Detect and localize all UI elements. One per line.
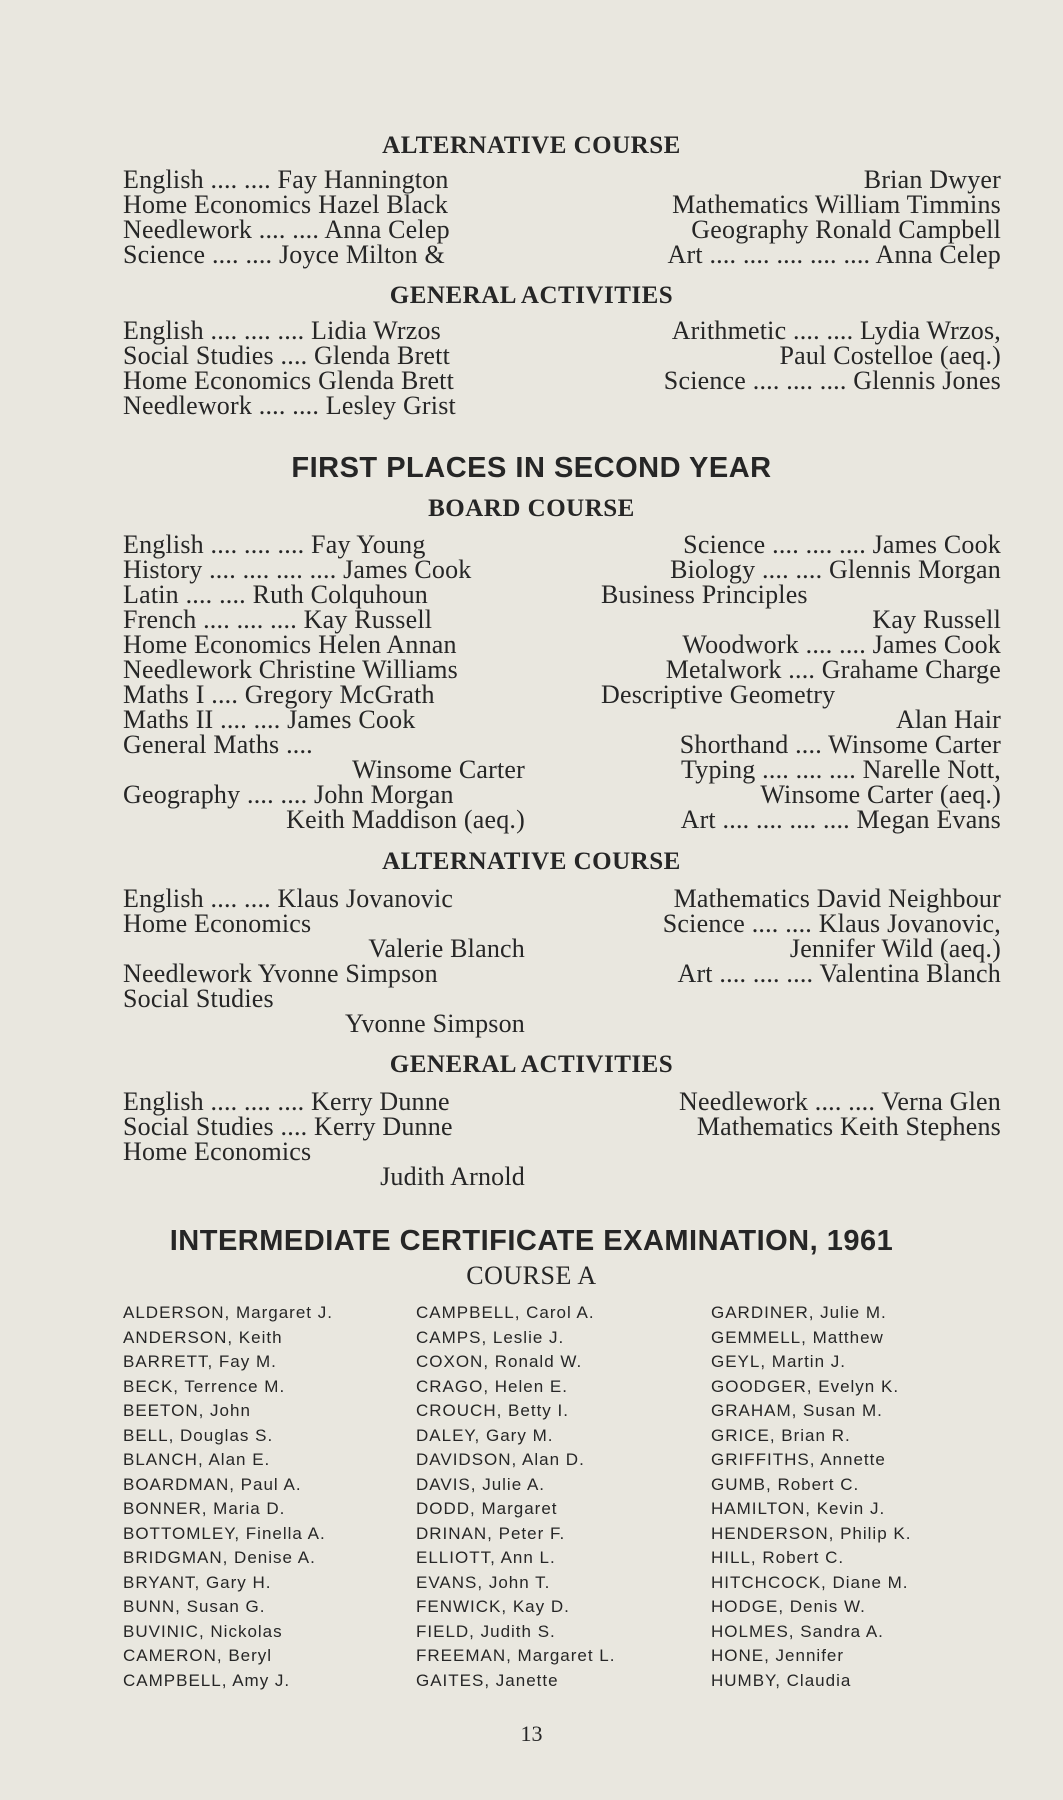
list-item: Kay Russell — [872, 605, 1001, 634]
alt-course-left — [123, 167, 525, 267]
alt-course-heading: ALTERNATIVE COURSE — [382, 132, 681, 159]
list-item: BLANCH, Alan E. — [123, 1450, 271, 1469]
list-item: Geography .... .... John Morgan — [123, 780, 454, 809]
list-item: French .... .... .... Kay Russell — [123, 605, 433, 634]
list-item: Descriptive Geometry — [601, 680, 836, 709]
list-item: DAVIS, Julie A. — [416, 1474, 546, 1494]
list-item: Art .... .... .... .... Megan Evans — [680, 805, 1001, 834]
list-item: BECK, Terrence M. — [123, 1376, 286, 1396]
list-item: Arithmetic .... .... Lydia Wrzos, — [671, 316, 1001, 345]
list-item: Mathematics William Timmins — [672, 190, 1001, 219]
list-item: Maths II .... .... James Cook — [123, 705, 416, 734]
list-item: GRAHAM, Susan M. — [711, 1401, 883, 1420]
list-item: Valerie Blanch — [368, 934, 525, 963]
board-course-right — [601, 532, 1001, 832]
alt-course-2-heading: ALTERNATIVE COURSE — [382, 848, 681, 875]
list-item: HONE, Jennifer — [711, 1646, 845, 1665]
alt-course-right — [601, 167, 1001, 267]
list-item: Paul Costelloe (aeq.) — [779, 341, 1001, 370]
list-item: Science .... .... Klaus Jovanovic, — [662, 909, 1001, 938]
list-item: English .... .... Klaus Jovanovic — [123, 884, 454, 913]
list-item: Latin .... .... Ruth Colquhoun — [123, 580, 428, 609]
list-item: Business Principles — [601, 580, 808, 609]
list-item: BELL, Douglas S. — [123, 1425, 274, 1445]
list-item: Art .... .... .... Valentina Blanch — [677, 959, 1001, 988]
list-item: Needlework Christine Williams — [123, 655, 458, 684]
list-item: GRIFFITHS, Annette — [711, 1450, 886, 1469]
list-item: Typing .... .... .... Narelle Nott, — [680, 755, 1001, 784]
list-item: Science .... .... .... James Cook — [683, 530, 1001, 559]
list-item: DALEY, Gary M. — [416, 1425, 554, 1445]
list-item: Yvonne Simpson — [344, 1009, 525, 1038]
list-item: BONNER, Maria D. — [123, 1499, 286, 1518]
list-item: BUNN, Susan G. — [123, 1597, 266, 1616]
gen-act-heading: GENERAL ACTIVITIES — [389, 282, 674, 309]
list-item: HAMILTON, Kevin J. — [711, 1499, 886, 1518]
list-item: GEYL, Martin J. — [711, 1352, 846, 1371]
list-item: Geography Ronald Campbell — [691, 215, 1001, 244]
list-item: Brian Dwyer — [863, 165, 1001, 194]
list-item: BRYANT, Gary H. — [123, 1572, 272, 1592]
alt-course-2-left — [123, 886, 525, 1036]
list-item: Biology .... .... Glennis Morgan — [670, 555, 1001, 584]
list-item: Home Economics Glenda Brett — [123, 366, 455, 395]
list-item: BRIDGMAN, Denise A. — [123, 1548, 316, 1567]
list-item: Winsome Carter (aeq.) — [760, 780, 1001, 809]
list-item: History .... .... .... .... James Cook — [123, 555, 472, 584]
list-item: GOODGER, Evelyn K. — [711, 1376, 900, 1396]
list-item: CROUCH, Betty I. — [416, 1401, 569, 1420]
list-item: HITCHCOCK, Diane M. — [711, 1572, 909, 1592]
list-item: Alan Hair — [895, 705, 1001, 734]
list-item: GUMB, Robert C. — [711, 1474, 860, 1494]
list-item: FENWICK, Kay D. — [416, 1597, 570, 1616]
list-item: FREEMAN, Margaret L. — [416, 1646, 616, 1665]
names-column-1 — [123, 1301, 333, 1693]
list-item: HENDERSON, Philip K. — [711, 1523, 912, 1543]
list-item: FIELD, Judith S. — [416, 1621, 556, 1641]
list-item: CAMPS, Leslie J. — [416, 1327, 565, 1347]
list-item: BEETON, John — [123, 1401, 251, 1420]
gen-act-2-heading: GENERAL ACTIVITIES — [389, 1051, 674, 1078]
list-item: Mathematics Keith Stephens — [696, 1112, 1001, 1141]
list-item: ALDERSON, Margaret J. — [123, 1303, 333, 1322]
alt-course-2-right — [601, 886, 1001, 986]
list-item: DRINAN, Peter F. — [416, 1523, 566, 1543]
list-item: Science .... .... .... Glennis Jones — [663, 366, 1001, 395]
list-item: General Maths .... — [123, 730, 313, 759]
list-item: Home Economics Helen Annan — [123, 630, 457, 659]
list-item: Shorthand .... Winsome Carter — [679, 730, 1001, 759]
list-item: BARRETT, Fay M. — [123, 1352, 277, 1371]
board-course-left — [123, 532, 525, 832]
list-item: English .... .... Fay Hannington — [123, 165, 449, 194]
list-item: English .... .... .... Kerry Dunne — [123, 1087, 450, 1116]
list-item: Needlework .... .... Verna Glen — [679, 1087, 1001, 1116]
names-column-2 — [416, 1301, 616, 1693]
gen-act-left — [123, 318, 525, 418]
list-item: EVANS, John T. — [416, 1572, 551, 1592]
list-item: CAMPBELL, Amy J. — [123, 1670, 291, 1690]
list-item: Woodwork .... .... James Cook — [682, 630, 1001, 659]
list-item: Home Economics — [123, 909, 312, 938]
list-item: ANDERSON, Keith — [123, 1327, 283, 1347]
intermediate-heading: INTERMEDIATE CERTIFICATE EXAMINATION, 1961 — [169, 1225, 894, 1257]
names-column-3 — [711, 1301, 911, 1693]
list-item: GEMMELL, Matthew — [711, 1327, 884, 1347]
list-item: HILL, Robert C. — [711, 1548, 845, 1567]
list-item: DAVIDSON, Alan D. — [416, 1450, 585, 1469]
gen-act-2-left — [123, 1089, 525, 1189]
list-item: Jennifer Wild (aeq.) — [789, 934, 1001, 963]
list-item: GAITES, Janette — [416, 1670, 559, 1690]
list-item: Judith Arnold — [380, 1162, 525, 1191]
list-item: Home Economics Hazel Black — [123, 190, 449, 219]
list-item: Metalwork .... Grahame Charge — [665, 655, 1001, 684]
list-item: Mathematics David Neighbour — [673, 884, 1001, 913]
list-item: BUVINIC, Nickolas — [123, 1621, 283, 1641]
gen-act-right — [601, 318, 1001, 393]
list-item: Needlework .... .... Anna Celep — [123, 215, 450, 244]
list-item: Needlework .... .... Lesley Grist — [123, 391, 456, 420]
list-item: Maths I .... Gregory McGrath — [123, 680, 435, 709]
list-item: HODGE, Denis W. — [711, 1597, 866, 1616]
second-year-heading: FIRST PLACES IN SECOND YEAR — [291, 452, 772, 484]
board-course-heading: BOARD COURSE — [428, 495, 635, 522]
list-item: COXON, Ronald W. — [416, 1352, 583, 1371]
list-item: DODD, Margaret — [416, 1499, 558, 1518]
list-item: Social Studies — [123, 984, 274, 1013]
list-item: GRICE, Brian R. — [711, 1425, 851, 1445]
list-item: GARDINER, Julie M. — [711, 1303, 887, 1322]
gen-act-2-right — [601, 1089, 1001, 1139]
list-item: ELLIOTT, Ann L. — [416, 1548, 556, 1567]
list-item: Social Studies .... Kerry Dunne — [123, 1112, 453, 1141]
list-item: Science .... .... Joyce Milton & — [123, 240, 445, 269]
list-item: English .... .... .... Fay Young — [123, 530, 426, 559]
list-item: English .... .... .... Lidia Wrzos — [123, 316, 441, 345]
list-item: CRAGO, Helen E. — [416, 1376, 568, 1396]
list-item: Social Studies .... Glenda Brett — [123, 341, 451, 370]
list-item: HOLMES, Sandra A. — [711, 1621, 884, 1641]
list-item: Home Economics — [123, 1137, 312, 1166]
page-number: 13 — [520, 1721, 543, 1746]
list-item: HUMBY, Claudia — [711, 1670, 852, 1690]
list-item: Needlework Yvonne Simpson — [123, 959, 438, 988]
course-a-heading: COURSE A — [466, 1261, 597, 1290]
list-item: CAMERON, Beryl — [123, 1646, 273, 1665]
list-item: BOARDMAN, Paul A. — [123, 1474, 302, 1494]
list-item: Art .... .... .... .... .... Anna Celep — [667, 240, 1001, 269]
list-item: BOTTOMLEY, Finella A. — [123, 1523, 326, 1543]
list-item: CAMPBELL, Carol A. — [416, 1303, 595, 1322]
list-item: Keith Maddison (aeq.) — [286, 805, 525, 834]
list-item: Winsome Carter — [352, 755, 525, 784]
